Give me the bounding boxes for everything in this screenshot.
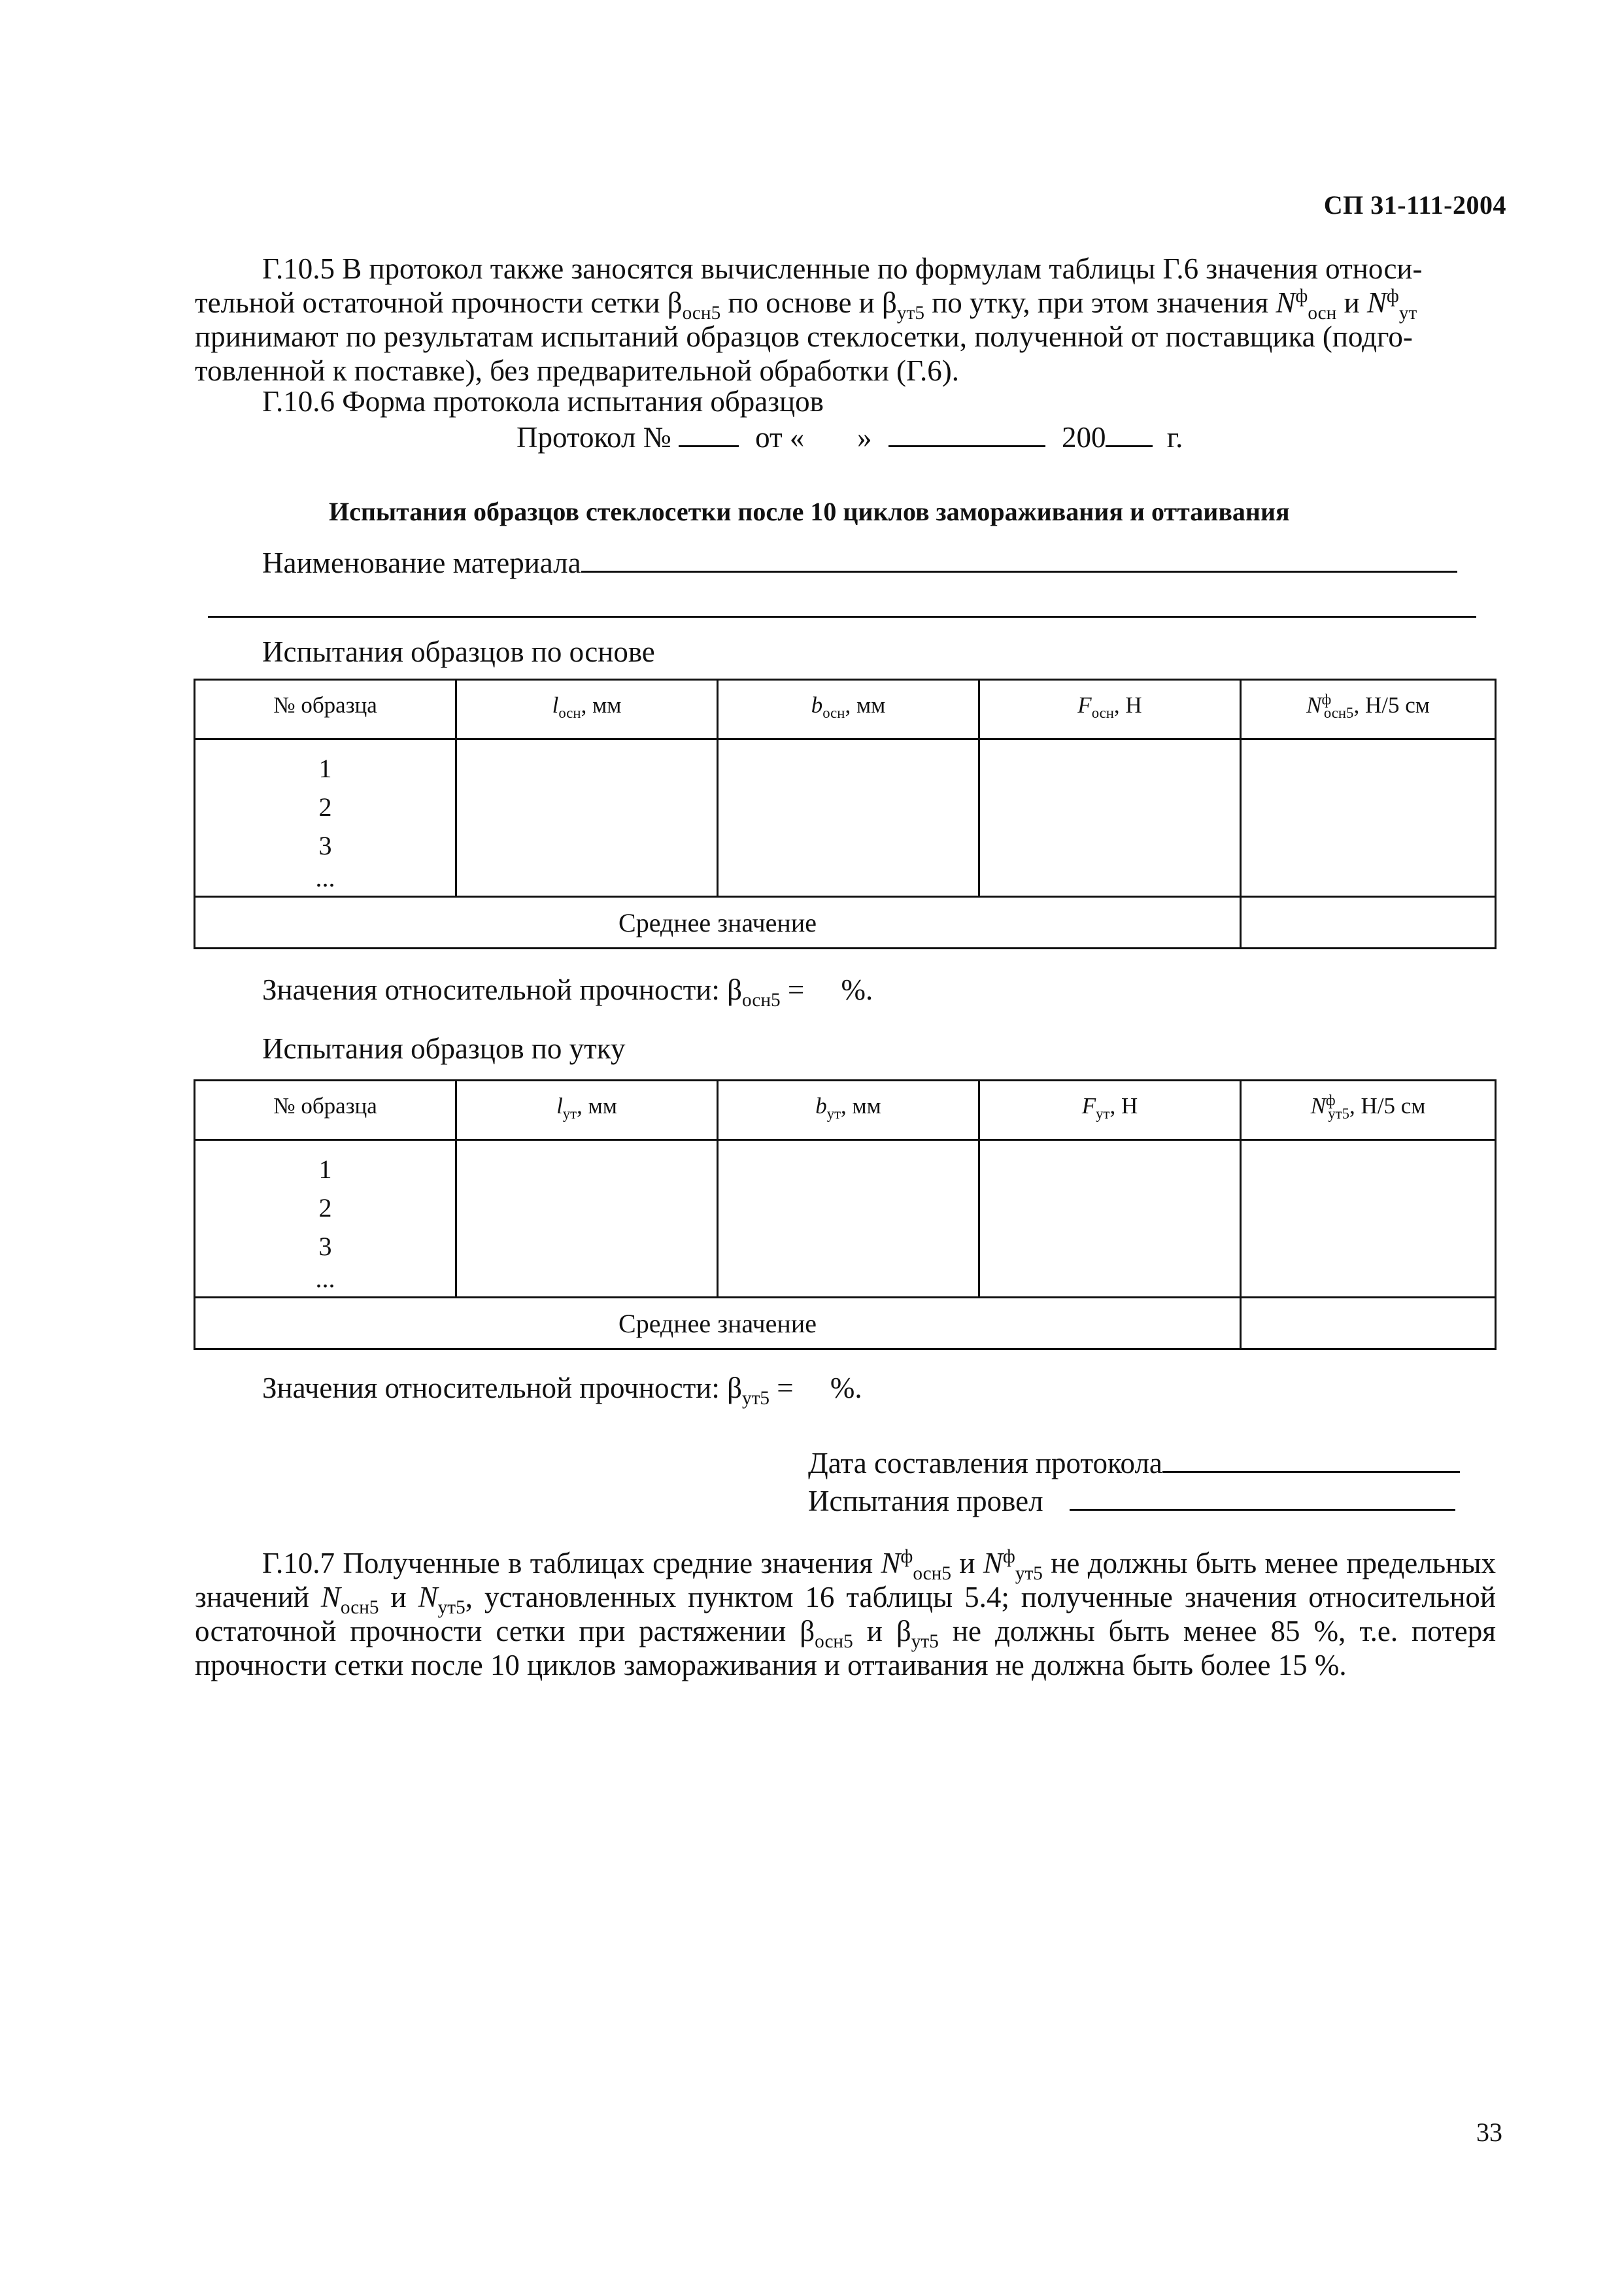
header-sub: ут xyxy=(562,1105,577,1122)
width-cell[interactable] xyxy=(718,739,979,897)
p107-text: не должны быть менее 85 %, т.е. потеря прочности сетки после 10 циклов замораживания и оттаивания не должна быть более 15 %. xyxy=(195,1615,1496,1681)
header-var: F xyxy=(1081,1093,1096,1119)
date-blank[interactable] xyxy=(1162,1471,1460,1473)
header-var: b xyxy=(811,692,823,718)
header-strength xyxy=(1241,680,1496,739)
header-sub: ут5 xyxy=(1328,1105,1349,1122)
p107-sub: осн5 xyxy=(340,1597,379,1618)
table-average-row xyxy=(195,1298,1496,1349)
p107-var: N xyxy=(320,1581,341,1613)
signoff-date xyxy=(808,1446,1460,1480)
protocol-year: 200 xyxy=(1061,421,1106,454)
average-value-cell[interactable] xyxy=(1241,1298,1496,1349)
p107-var: N xyxy=(418,1581,438,1613)
header-unit: , Н xyxy=(1113,692,1142,718)
p105-text: тельной остаточной прочности сетки β xyxy=(195,286,683,319)
header-sub: осн xyxy=(1091,705,1114,721)
header-sup: ф xyxy=(1321,691,1332,708)
header-unit: , Н xyxy=(1109,1093,1138,1119)
header-sample-number: № образца xyxy=(195,1081,456,1140)
signoff-tester xyxy=(808,1484,1455,1518)
strength-cell[interactable] xyxy=(1241,1140,1496,1298)
paragraph-g-10-6: Г.10.6 Форма протокола испытания образцов xyxy=(262,385,824,418)
header-force xyxy=(979,680,1241,739)
result-eq: = %. xyxy=(770,1372,862,1404)
p105-text: по основе и β xyxy=(720,286,897,319)
force-cell[interactable] xyxy=(979,1140,1241,1298)
p107-sub: ут5 xyxy=(437,1597,465,1618)
p107-text: и xyxy=(379,1581,418,1613)
material-blank[interactable] xyxy=(581,571,1457,573)
p105-line-1: Г.10.5 В протокол также заносятся вычисленные по формулам таблицы Г.6 значения относи- xyxy=(262,252,1423,285)
header-var: b xyxy=(815,1093,827,1119)
header-length xyxy=(456,680,718,739)
section-title: Испытания образцов стеклосетки после 10 циклов замораживания и оттаивания xyxy=(329,497,1290,526)
header-sub: осн5 xyxy=(1323,705,1354,721)
p107-text: и xyxy=(951,1547,983,1579)
result-weft xyxy=(262,1371,862,1409)
table-header-row xyxy=(195,680,1496,739)
header-var: l xyxy=(552,692,559,718)
result-sub: осн5 xyxy=(742,990,781,1011)
protocol-month-blank[interactable] xyxy=(888,445,1045,447)
average-value-cell[interactable] xyxy=(1241,897,1496,949)
p107-sub: осн5 xyxy=(913,1563,951,1584)
protocol-g: г. xyxy=(1166,421,1183,454)
table-header-row xyxy=(195,1081,1496,1140)
p107-sup: ф xyxy=(1002,1546,1015,1567)
tester-blank[interactable] xyxy=(1070,1509,1455,1511)
table2-caption: Испытания образцов по утку xyxy=(262,1032,626,1065)
p105-sub: осн xyxy=(1308,303,1337,324)
force-cell[interactable] xyxy=(979,739,1241,897)
p107-var: N xyxy=(983,1547,1003,1579)
p105-line-4: товленной к поставке), без предварительной обработки (Г.6). xyxy=(195,354,959,387)
p105-sub: осн5 xyxy=(682,303,721,324)
sample-number: 1 xyxy=(318,1155,332,1184)
sample-number: 2 xyxy=(318,792,332,822)
p105-sub: ут5 xyxy=(896,303,924,324)
header-var: l xyxy=(556,1093,563,1119)
header-strength xyxy=(1241,1081,1496,1140)
protocol-label: Протокол № xyxy=(516,421,671,454)
header-var: F xyxy=(1077,692,1092,718)
sample-numbers-cell xyxy=(195,739,456,897)
header-sub: ут xyxy=(1096,1105,1110,1122)
protocol-number-blank[interactable] xyxy=(679,445,739,447)
table1-caption: Испытания образцов по основе xyxy=(262,635,655,668)
table-basis xyxy=(194,679,1497,949)
p107-text: , установленных пунктом 16 таблицы 5.4; полученные значения относительной остаточной прочности сетки при растяжении β xyxy=(195,1581,1496,1647)
sample-number: ... xyxy=(315,863,335,892)
header-unit: , мм xyxy=(845,692,886,718)
header-unit: , мм xyxy=(841,1093,881,1119)
protocol-ot: от « xyxy=(755,421,805,454)
p107-sub: ут5 xyxy=(1015,1563,1043,1584)
header-unit: , Н/5 см xyxy=(1353,692,1430,718)
header-sample-number: № образца xyxy=(195,680,456,739)
p107-text: и β xyxy=(853,1615,911,1647)
protocol-line xyxy=(516,420,1183,454)
p107-text: не должны быть менее предельных значений xyxy=(195,1547,1496,1613)
paragraph-g-10-5 xyxy=(195,252,1496,388)
protocol-close-quote: » xyxy=(856,421,872,454)
p107-text: Г.10.7 Полученные в таблицах средние значения xyxy=(262,1547,881,1579)
length-cell[interactable] xyxy=(456,1140,718,1298)
date-label: Дата составления протокола xyxy=(808,1447,1162,1479)
header-var: N xyxy=(1310,1093,1326,1119)
header-sub: ут xyxy=(826,1105,841,1122)
p107-sub: ут5 xyxy=(911,1631,939,1652)
p105-var: N xyxy=(1366,286,1387,319)
length-cell[interactable] xyxy=(456,739,718,897)
header-sub: осн xyxy=(558,705,581,721)
material-label: Наименование материала xyxy=(262,547,581,579)
material-continuation-line[interactable] xyxy=(208,616,1476,618)
header-var: N xyxy=(1306,692,1322,718)
p105-text: и xyxy=(1336,286,1367,319)
p105-line-3: принимают по результатам испытаний образцов стеклосетки, полученной от поставщика (подго- xyxy=(195,320,1413,353)
p107-sup: ф xyxy=(900,1546,913,1567)
sample-number: 3 xyxy=(318,1232,332,1261)
p107-var: N xyxy=(881,1547,901,1579)
sample-number: 2 xyxy=(318,1193,332,1223)
width-cell[interactable] xyxy=(718,1140,979,1298)
header-sup: ф xyxy=(1325,1092,1336,1109)
table-row xyxy=(195,739,1496,897)
header-unit: , Н/5 см xyxy=(1349,1093,1426,1119)
table-weft xyxy=(194,1079,1497,1350)
p105-line-2 xyxy=(195,286,1417,324)
tester-label: Испытания провел xyxy=(808,1485,1043,1517)
result-label: Значения относительной прочности: β xyxy=(262,1372,742,1404)
p105-sup: ф xyxy=(1386,286,1399,307)
result-eq: = %. xyxy=(780,973,873,1006)
p107-sub: осн5 xyxy=(815,1631,853,1652)
header-width xyxy=(718,1081,979,1140)
material-line xyxy=(262,546,1457,580)
header-width xyxy=(718,680,979,739)
strength-cell[interactable] xyxy=(1241,739,1496,897)
p105-text: по утку, при этом значения xyxy=(924,286,1276,319)
sample-number: ... xyxy=(315,1264,335,1293)
header-unit: , мм xyxy=(577,1093,617,1119)
result-label: Значения относительной прочности: β xyxy=(262,973,742,1006)
header-unit: , мм xyxy=(581,692,622,718)
document-code: СП 31-111-2004 xyxy=(1323,190,1506,220)
sample-number: 3 xyxy=(318,831,332,860)
p105-sup: ф xyxy=(1295,286,1308,307)
p105-sub: ут xyxy=(1398,303,1417,324)
paragraph-g-10-7 xyxy=(195,1546,1496,1682)
header-force xyxy=(979,1081,1241,1140)
average-label: Среднее значение xyxy=(195,1298,1241,1349)
page-number: 33 xyxy=(1476,2117,1502,2147)
header-sub: осн xyxy=(822,705,845,721)
p105-var: N xyxy=(1276,286,1296,319)
table-row xyxy=(195,1140,1496,1298)
header-length xyxy=(456,1081,718,1140)
sample-numbers-cell xyxy=(195,1140,456,1298)
sample-number: 1 xyxy=(318,754,332,783)
result-basis xyxy=(262,973,873,1011)
protocol-year-blank[interactable] xyxy=(1106,445,1153,447)
result-sub: ут5 xyxy=(742,1388,770,1409)
table-average-row xyxy=(195,897,1496,949)
average-label: Среднее значение xyxy=(195,897,1241,949)
